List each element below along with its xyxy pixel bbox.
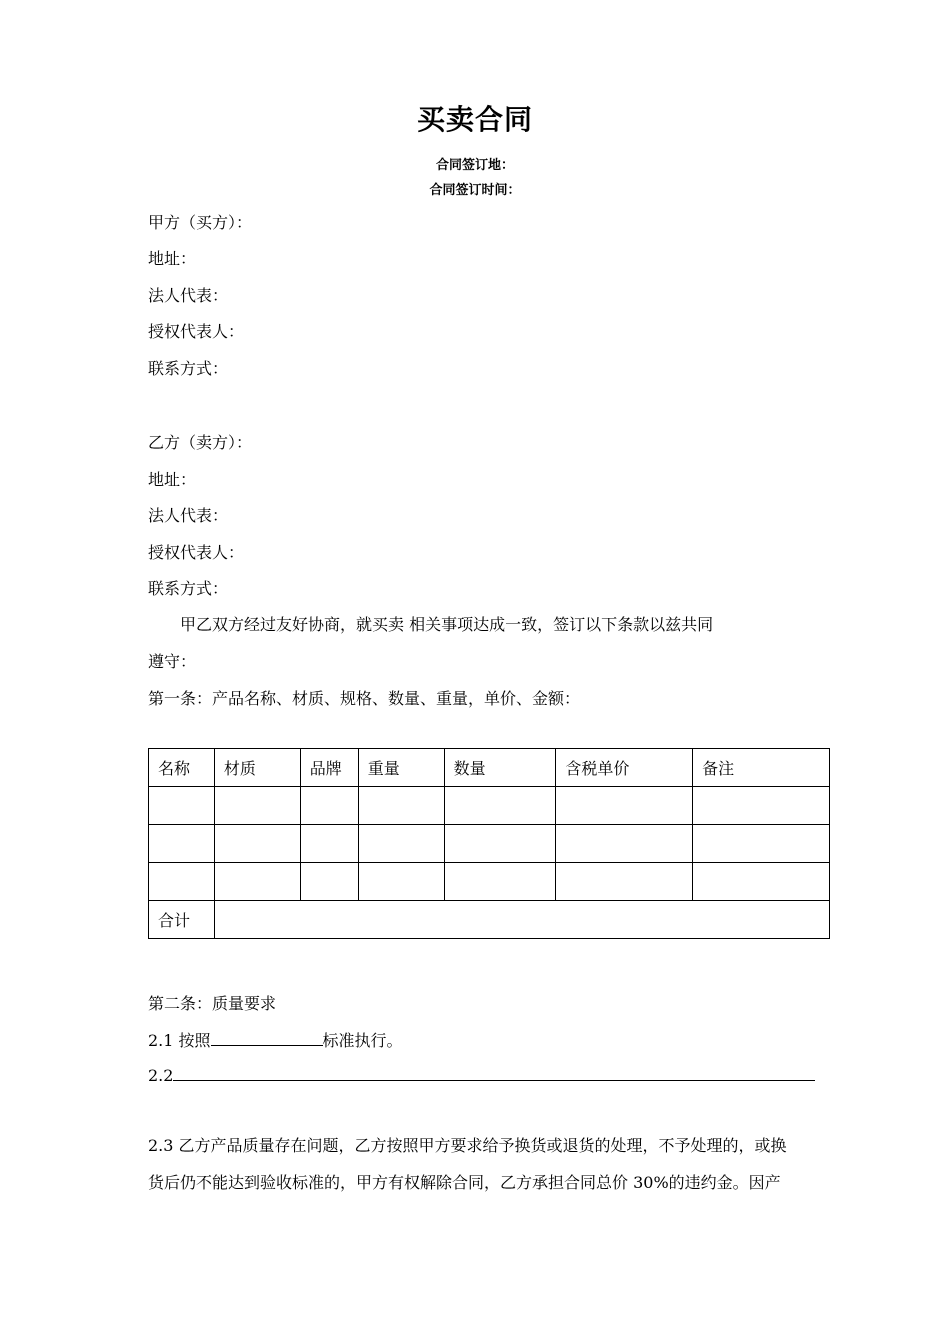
table-cell[interactable]: [300, 787, 358, 825]
table-row: [149, 863, 830, 901]
header-cell-remarks: 备注: [693, 749, 830, 787]
table-cell[interactable]: [444, 787, 556, 825]
table-row: [149, 787, 830, 825]
table-cell[interactable]: [693, 863, 830, 901]
table-header-row: [149, 749, 830, 787]
table-cell[interactable]: [358, 825, 444, 863]
table-cell[interactable]: [149, 787, 215, 825]
total-label-cell: 合计: [149, 901, 215, 939]
party-a-contact: 联系方式：: [148, 359, 229, 378]
header-cell-brand: 品牌: [300, 749, 358, 787]
clause-2-1-prefix: 2.1 按照: [148, 1031, 211, 1050]
article-1-heading: 第一条：产品名称、材质、规格、数量、重量，单价、金额：: [148, 689, 581, 708]
party-b-heading: 乙方（卖方）：: [148, 433, 253, 452]
intro-paragraph-line1: 甲乙双方经过友好协商，就买卖 相关事项达成一致，签订以下条款以兹共同: [180, 615, 714, 634]
product-table: [148, 748, 830, 939]
party-a-address: 地址：: [148, 249, 197, 268]
party-b-auth-rep: 授权代表人：: [148, 543, 245, 562]
party-a-legal-rep: 法人代表：: [148, 286, 229, 305]
sign-time: 合同签订时间：: [429, 183, 521, 198]
table-cell[interactable]: [444, 863, 556, 901]
article-2-heading: 第二条：质量要求: [148, 994, 277, 1013]
header-cell-weight: 重量: [358, 749, 444, 787]
header-cell-quantity: 数量: [444, 749, 556, 787]
table-cell[interactable]: [556, 825, 693, 863]
table-cell[interactable]: [300, 863, 358, 901]
header-cell-material: 材质: [214, 749, 300, 787]
table-cell[interactable]: [214, 825, 300, 863]
table-cell[interactable]: [444, 825, 556, 863]
table-cell[interactable]: [149, 863, 215, 901]
header-cell-unit-price: 含税单价: [556, 749, 693, 787]
total-value-cell[interactable]: [214, 901, 829, 939]
table-cell[interactable]: [358, 787, 444, 825]
table-cell[interactable]: [149, 825, 215, 863]
clause-2-3-line1: 2.3 乙方产品质量存在问题，乙方按照甲方要求给予换货或退货的处理，不予处理的，或换: [148, 1136, 787, 1155]
table-cell[interactable]: [693, 787, 830, 825]
party-a-heading: 甲方（买方）：: [148, 213, 253, 232]
party-a-auth-rep: 授权代表人：: [148, 322, 245, 341]
standard-blank[interactable]: [211, 1029, 323, 1046]
table-cell[interactable]: [358, 863, 444, 901]
clause-2-2: [148, 1064, 815, 1085]
clause-2-2-prefix: 2.2: [148, 1066, 174, 1085]
table-cell[interactable]: [693, 825, 830, 863]
document-title: 买卖合同: [416, 103, 533, 136]
party-b-contact: 联系方式：: [148, 579, 229, 598]
clause-2-1-suffix: 标准执行。: [322, 1031, 403, 1050]
intro-paragraph-line2: 遵守：: [148, 652, 197, 671]
table-cell[interactable]: [214, 787, 300, 825]
table-total-row: [149, 901, 830, 939]
table-cell[interactable]: [214, 863, 300, 901]
table-cell[interactable]: [300, 825, 358, 863]
header-cell-name: 名称: [149, 749, 215, 787]
clause-2-3-line2: 货后仍不能达到验收标准的，甲方有权解除合同，乙方承担合同总价 30%的违约金。因产: [148, 1173, 781, 1192]
table-cell[interactable]: [556, 787, 693, 825]
clause-2-1: [148, 1028, 403, 1051]
sign-place: 合同签订地：: [435, 158, 514, 173]
party-b-legal-rep: 法人代表：: [148, 506, 229, 525]
party-b-address: 地址：: [148, 470, 197, 489]
clause-2-2-blank[interactable]: [173, 1064, 815, 1081]
table-cell[interactable]: [556, 863, 693, 901]
table-row: [149, 825, 830, 863]
